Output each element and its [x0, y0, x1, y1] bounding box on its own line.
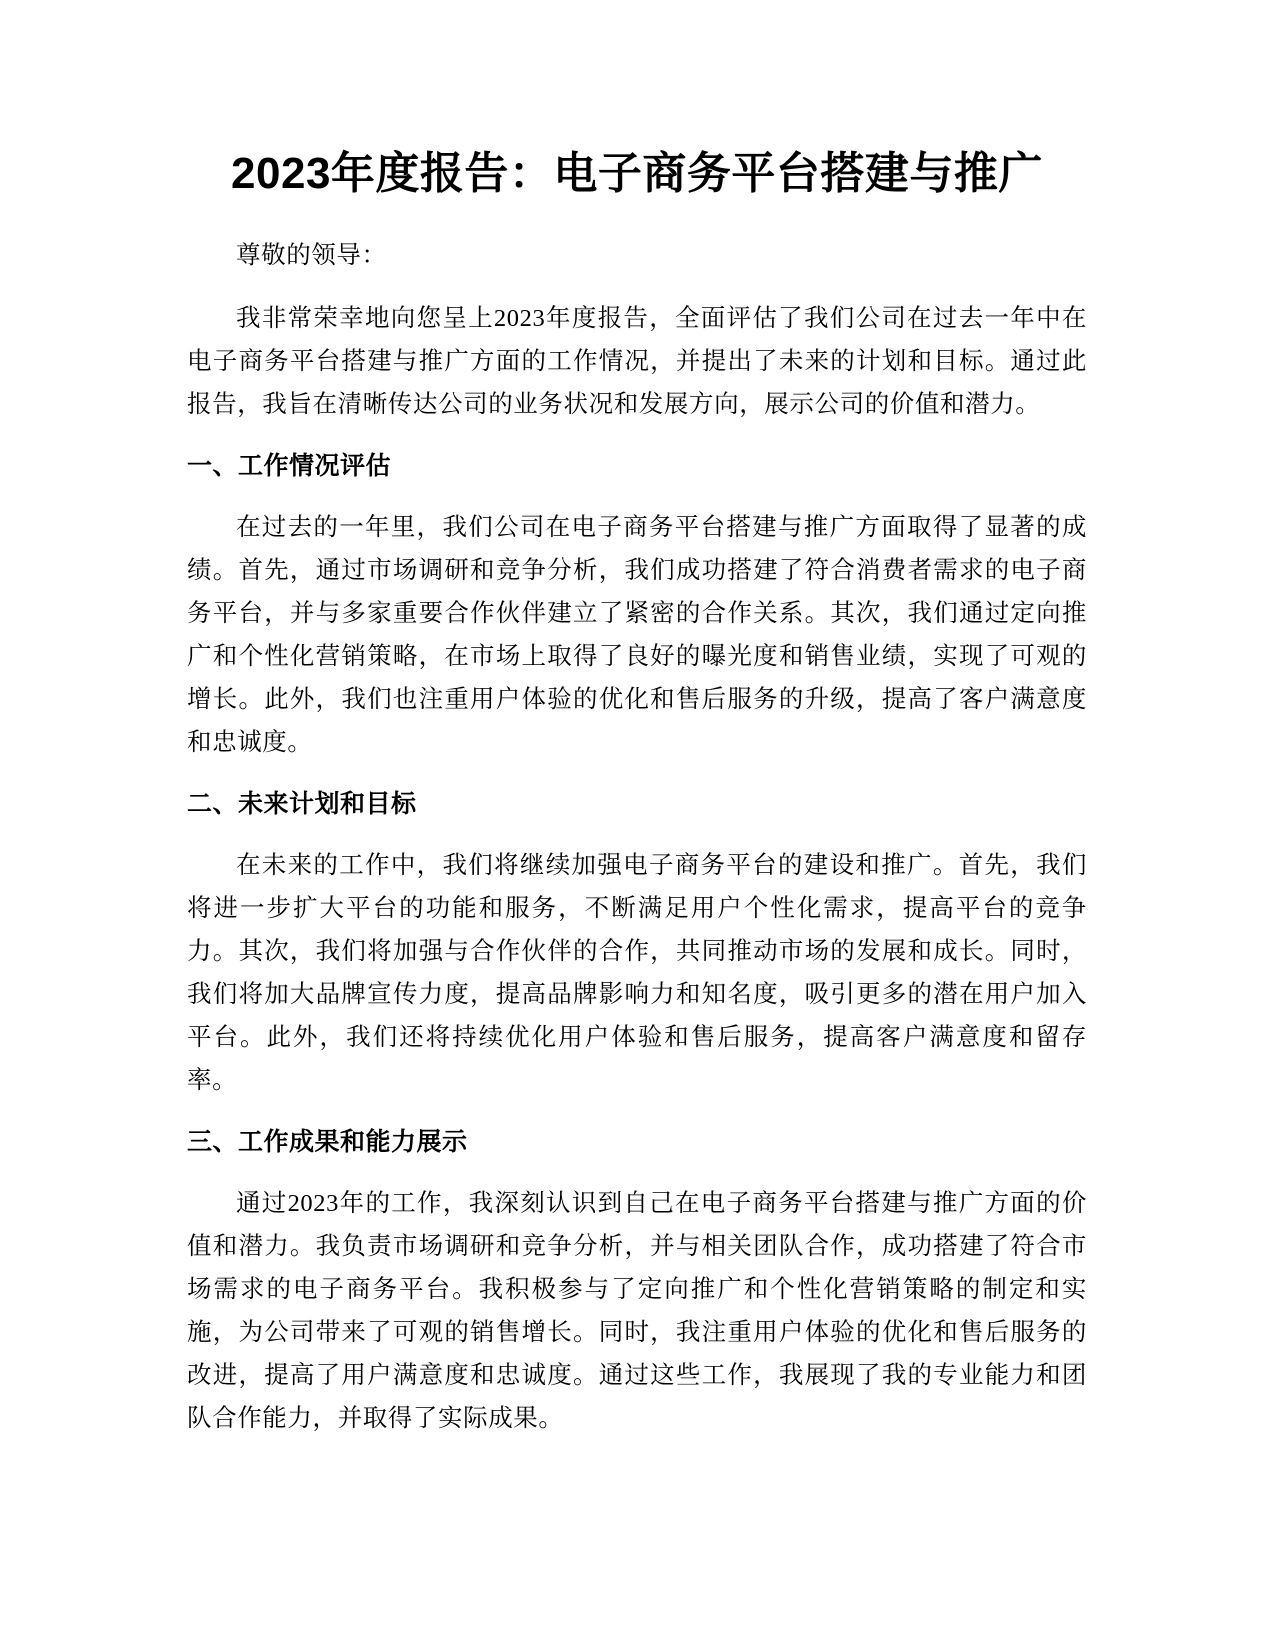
section-future-plans — [187, 784, 1087, 1102]
section-paragraph: 在过去的一年里，我们公司在电子商务平台搭建与推广方面取得了显著的成绩。首先，通过市场调研和竞争分析，我们成功搭建了符合消费者需求的电子商务平台，并与多家重要合作伙伴建立了紧密的合作关系。其次，我们通过定向推广和个性化营销策略，在市场上取得了良好的曝光度和销售业绩，实现了可观的增长。此外，我们也注重用户体验的优化和售后服务的升级，提高了客户满意度和忠诚度。 — [187, 514, 1087, 756]
section-paragraph: 通过2023年的工作，我深刻认识到自己在电子商务平台搭建与推广方面的价值和潜力。我负责市场调研和竞争分析，并与相关团队合作，成功搭建了符合市场需求的电子商务平台。我积极参与了定向推广和个性化营销策略的制定和实施，为公司带来了可观的销售增长。同时，我注重用户体验的优化和售后服务的改进，提高了用户满意度和忠诚度。通过这些工作，我展现了我的专业能力和团队合作能力，并取得了实际成果。 — [187, 1190, 1087, 1432]
document-title: 2023年度报告：电子商务平台搭建与推广 — [231, 149, 1043, 198]
section-heading: 一、工作情况评估 — [187, 452, 392, 480]
section-achievements — [187, 1122, 1087, 1440]
document-content — [187, 142, 1087, 1460]
section-heading: 二、未来计划和目标 — [187, 790, 417, 818]
intro-paragraph: 我非常荣幸地向您呈上2023年度报告，全面评估了我们公司在过去一年中在电子商务平台搭建与推广方面的工作情况，并提出了未来的计划和目标。通过此报告，我旨在清晰传达公司的业务状况和发展方向，展示公司的价值和潜力。 — [187, 305, 1087, 418]
section-heading: 三、工作成果和能力展示 — [187, 1128, 468, 1156]
salutation: 尊敬的领导： — [236, 242, 387, 269]
section-paragraph: 在未来的工作中，我们将继续加强电子商务平台的建设和推广。首先，我们将进一步扩大平台的功能和服务，不断满足用户个性化需求，提高平台的竞争力。其次，我们将加强与合作伙伴的合作，共同推动市场的发展和成长。同时，我们将加大品牌宣传力度，提高品牌影响力和知名度，吸引更多的潜在用户加入平台。此外，我们还将持续优化用户体验和售后服务，提高客户满意度和留存率。 — [187, 852, 1087, 1094]
section-work-evaluation — [187, 446, 1087, 764]
